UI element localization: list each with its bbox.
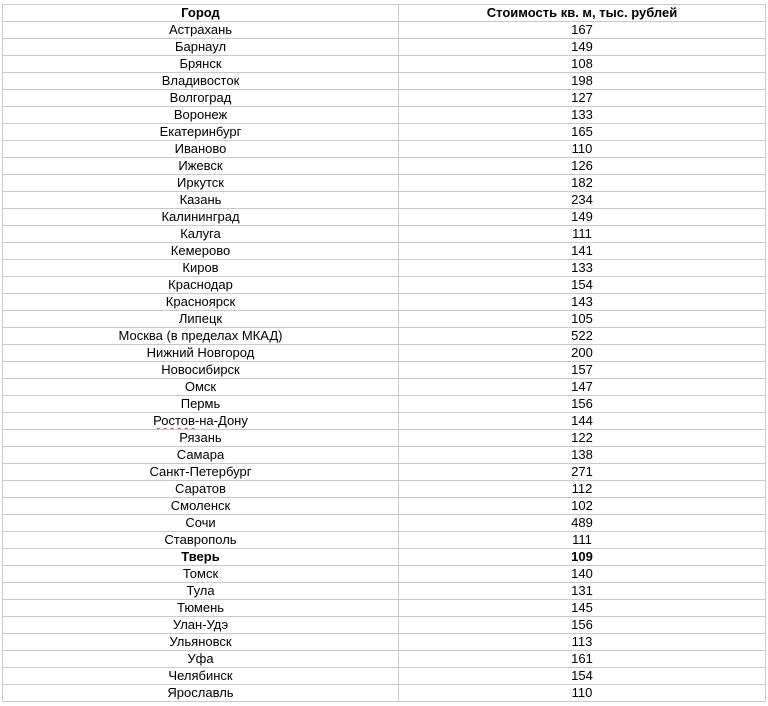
price-cell: 122: [399, 430, 766, 447]
city-cell: Тула: [3, 583, 399, 600]
price-cell: 143: [399, 294, 766, 311]
table-row: [3, 515, 766, 532]
city-cell: Красноярск: [3, 294, 399, 311]
city-cell: Екатеринбург: [3, 124, 399, 141]
table-row: [3, 430, 766, 447]
city-cell: Кемерово: [3, 243, 399, 260]
table-row: [3, 464, 766, 481]
city-cell: Казань: [3, 192, 399, 209]
city-cell: Улан-Удэ: [3, 617, 399, 634]
table-row: [3, 22, 766, 39]
price-cell: 133: [399, 107, 766, 124]
city-cell: Нижний Новгород: [3, 345, 399, 362]
price-cell: 111: [399, 226, 766, 243]
price-cell: 156: [399, 617, 766, 634]
table-row: [3, 56, 766, 73]
city-cell: Уфа: [3, 651, 399, 668]
table-row: [3, 566, 766, 583]
price-cell: 144: [399, 413, 766, 430]
city-cell: Саратов: [3, 481, 399, 498]
city-cell: Санкт-Петербург: [3, 464, 399, 481]
table-row: [3, 209, 766, 226]
price-cell: 145: [399, 600, 766, 617]
table-row: [3, 141, 766, 158]
city-cell: Рязань: [3, 430, 399, 447]
table-row: [3, 549, 766, 566]
city-price-table: [2, 4, 766, 702]
price-cell: 126: [399, 158, 766, 175]
table-row: [3, 651, 766, 668]
price-cell: 110: [399, 685, 766, 702]
city-cell: Владивосток: [3, 73, 399, 90]
price-cell: 167: [399, 22, 766, 39]
price-cell: 200: [399, 345, 766, 362]
price-cell: 154: [399, 668, 766, 685]
city-cell: Новосибирск: [3, 362, 399, 379]
table-row: [3, 498, 766, 515]
table-row: [3, 685, 766, 702]
city-cell: Воронеж: [3, 107, 399, 124]
price-cell: 154: [399, 277, 766, 294]
city-cell: Смоленск: [3, 498, 399, 515]
city-cell: Калининград: [3, 209, 399, 226]
table-row: [3, 668, 766, 685]
city-cell: Москва (в пределах МКАД): [3, 328, 399, 345]
city-cell: Ижевск: [3, 158, 399, 175]
price-column-header: Стоимость кв. м, тыс. рублей: [399, 5, 766, 22]
table-row: [3, 413, 766, 430]
table-row: [3, 311, 766, 328]
city-cell: Тверь: [3, 549, 399, 566]
table-row: [3, 243, 766, 260]
city-cell: Сочи: [3, 515, 399, 532]
table-row: [3, 277, 766, 294]
table-row: [3, 328, 766, 345]
city-cell: Краснодар: [3, 277, 399, 294]
table-header-row: [3, 5, 766, 22]
price-cell: 271: [399, 464, 766, 481]
table-row: [3, 617, 766, 634]
table-row: [3, 396, 766, 413]
table-row: [3, 362, 766, 379]
table-row: [3, 634, 766, 651]
city-cell: Ростов-на-Дону: [3, 413, 399, 430]
city-cell: Иваново: [3, 141, 399, 158]
table-row: [3, 345, 766, 362]
price-cell: 149: [399, 209, 766, 226]
price-cell: 522: [399, 328, 766, 345]
table-row: [3, 583, 766, 600]
city-column-header: Город: [3, 5, 399, 22]
table-row: [3, 532, 766, 549]
table-row: [3, 90, 766, 107]
city-cell: Пермь: [3, 396, 399, 413]
table-row: [3, 107, 766, 124]
city-cell: Калуга: [3, 226, 399, 243]
city-cell: Липецк: [3, 311, 399, 328]
table-row: [3, 73, 766, 90]
price-cell: 157: [399, 362, 766, 379]
price-cell: 182: [399, 175, 766, 192]
city-cell: Самара: [3, 447, 399, 464]
price-cell: 138: [399, 447, 766, 464]
price-cell: 141: [399, 243, 766, 260]
price-cell: 108: [399, 56, 766, 73]
city-cell: Омск: [3, 379, 399, 396]
city-cell: Брянск: [3, 56, 399, 73]
price-cell: 113: [399, 634, 766, 651]
table-row: [3, 192, 766, 209]
city-cell: Ульяновск: [3, 634, 399, 651]
table-row: [3, 294, 766, 311]
city-cell: Ставрополь: [3, 532, 399, 549]
price-cell: 234: [399, 192, 766, 209]
price-cell: 156: [399, 396, 766, 413]
table-row: [3, 158, 766, 175]
city-cell: Волгоград: [3, 90, 399, 107]
city-cell: Барнаул: [3, 39, 399, 56]
city-cell: Тюмень: [3, 600, 399, 617]
price-cell: 147: [399, 379, 766, 396]
price-cell: 112: [399, 481, 766, 498]
table-row: [3, 175, 766, 192]
price-cell: 140: [399, 566, 766, 583]
city-cell: Ярославль: [3, 685, 399, 702]
price-cell: 105: [399, 311, 766, 328]
price-cell: 127: [399, 90, 766, 107]
price-cell: 111: [399, 532, 766, 549]
table-row: [3, 124, 766, 141]
price-cell: 198: [399, 73, 766, 90]
table-body: [3, 22, 766, 702]
city-cell: Челябинск: [3, 668, 399, 685]
spellcheck-underline: Ростов: [153, 413, 195, 428]
table-row: [3, 447, 766, 464]
table-row: [3, 39, 766, 56]
price-cell: 133: [399, 260, 766, 277]
price-cell: 489: [399, 515, 766, 532]
city-cell: Иркутск: [3, 175, 399, 192]
price-cell: 149: [399, 39, 766, 56]
table-row: [3, 481, 766, 498]
price-cell: 110: [399, 141, 766, 158]
table-row: [3, 260, 766, 277]
price-cell: 131: [399, 583, 766, 600]
price-cell: 109: [399, 549, 766, 566]
table-row: [3, 600, 766, 617]
price-cell: 161: [399, 651, 766, 668]
city-cell: Астрахань: [3, 22, 399, 39]
price-cell: 102: [399, 498, 766, 515]
city-cell: Киров: [3, 260, 399, 277]
city-cell: Томск: [3, 566, 399, 583]
price-cell: 165: [399, 124, 766, 141]
table-row: [3, 379, 766, 396]
table-row: [3, 226, 766, 243]
